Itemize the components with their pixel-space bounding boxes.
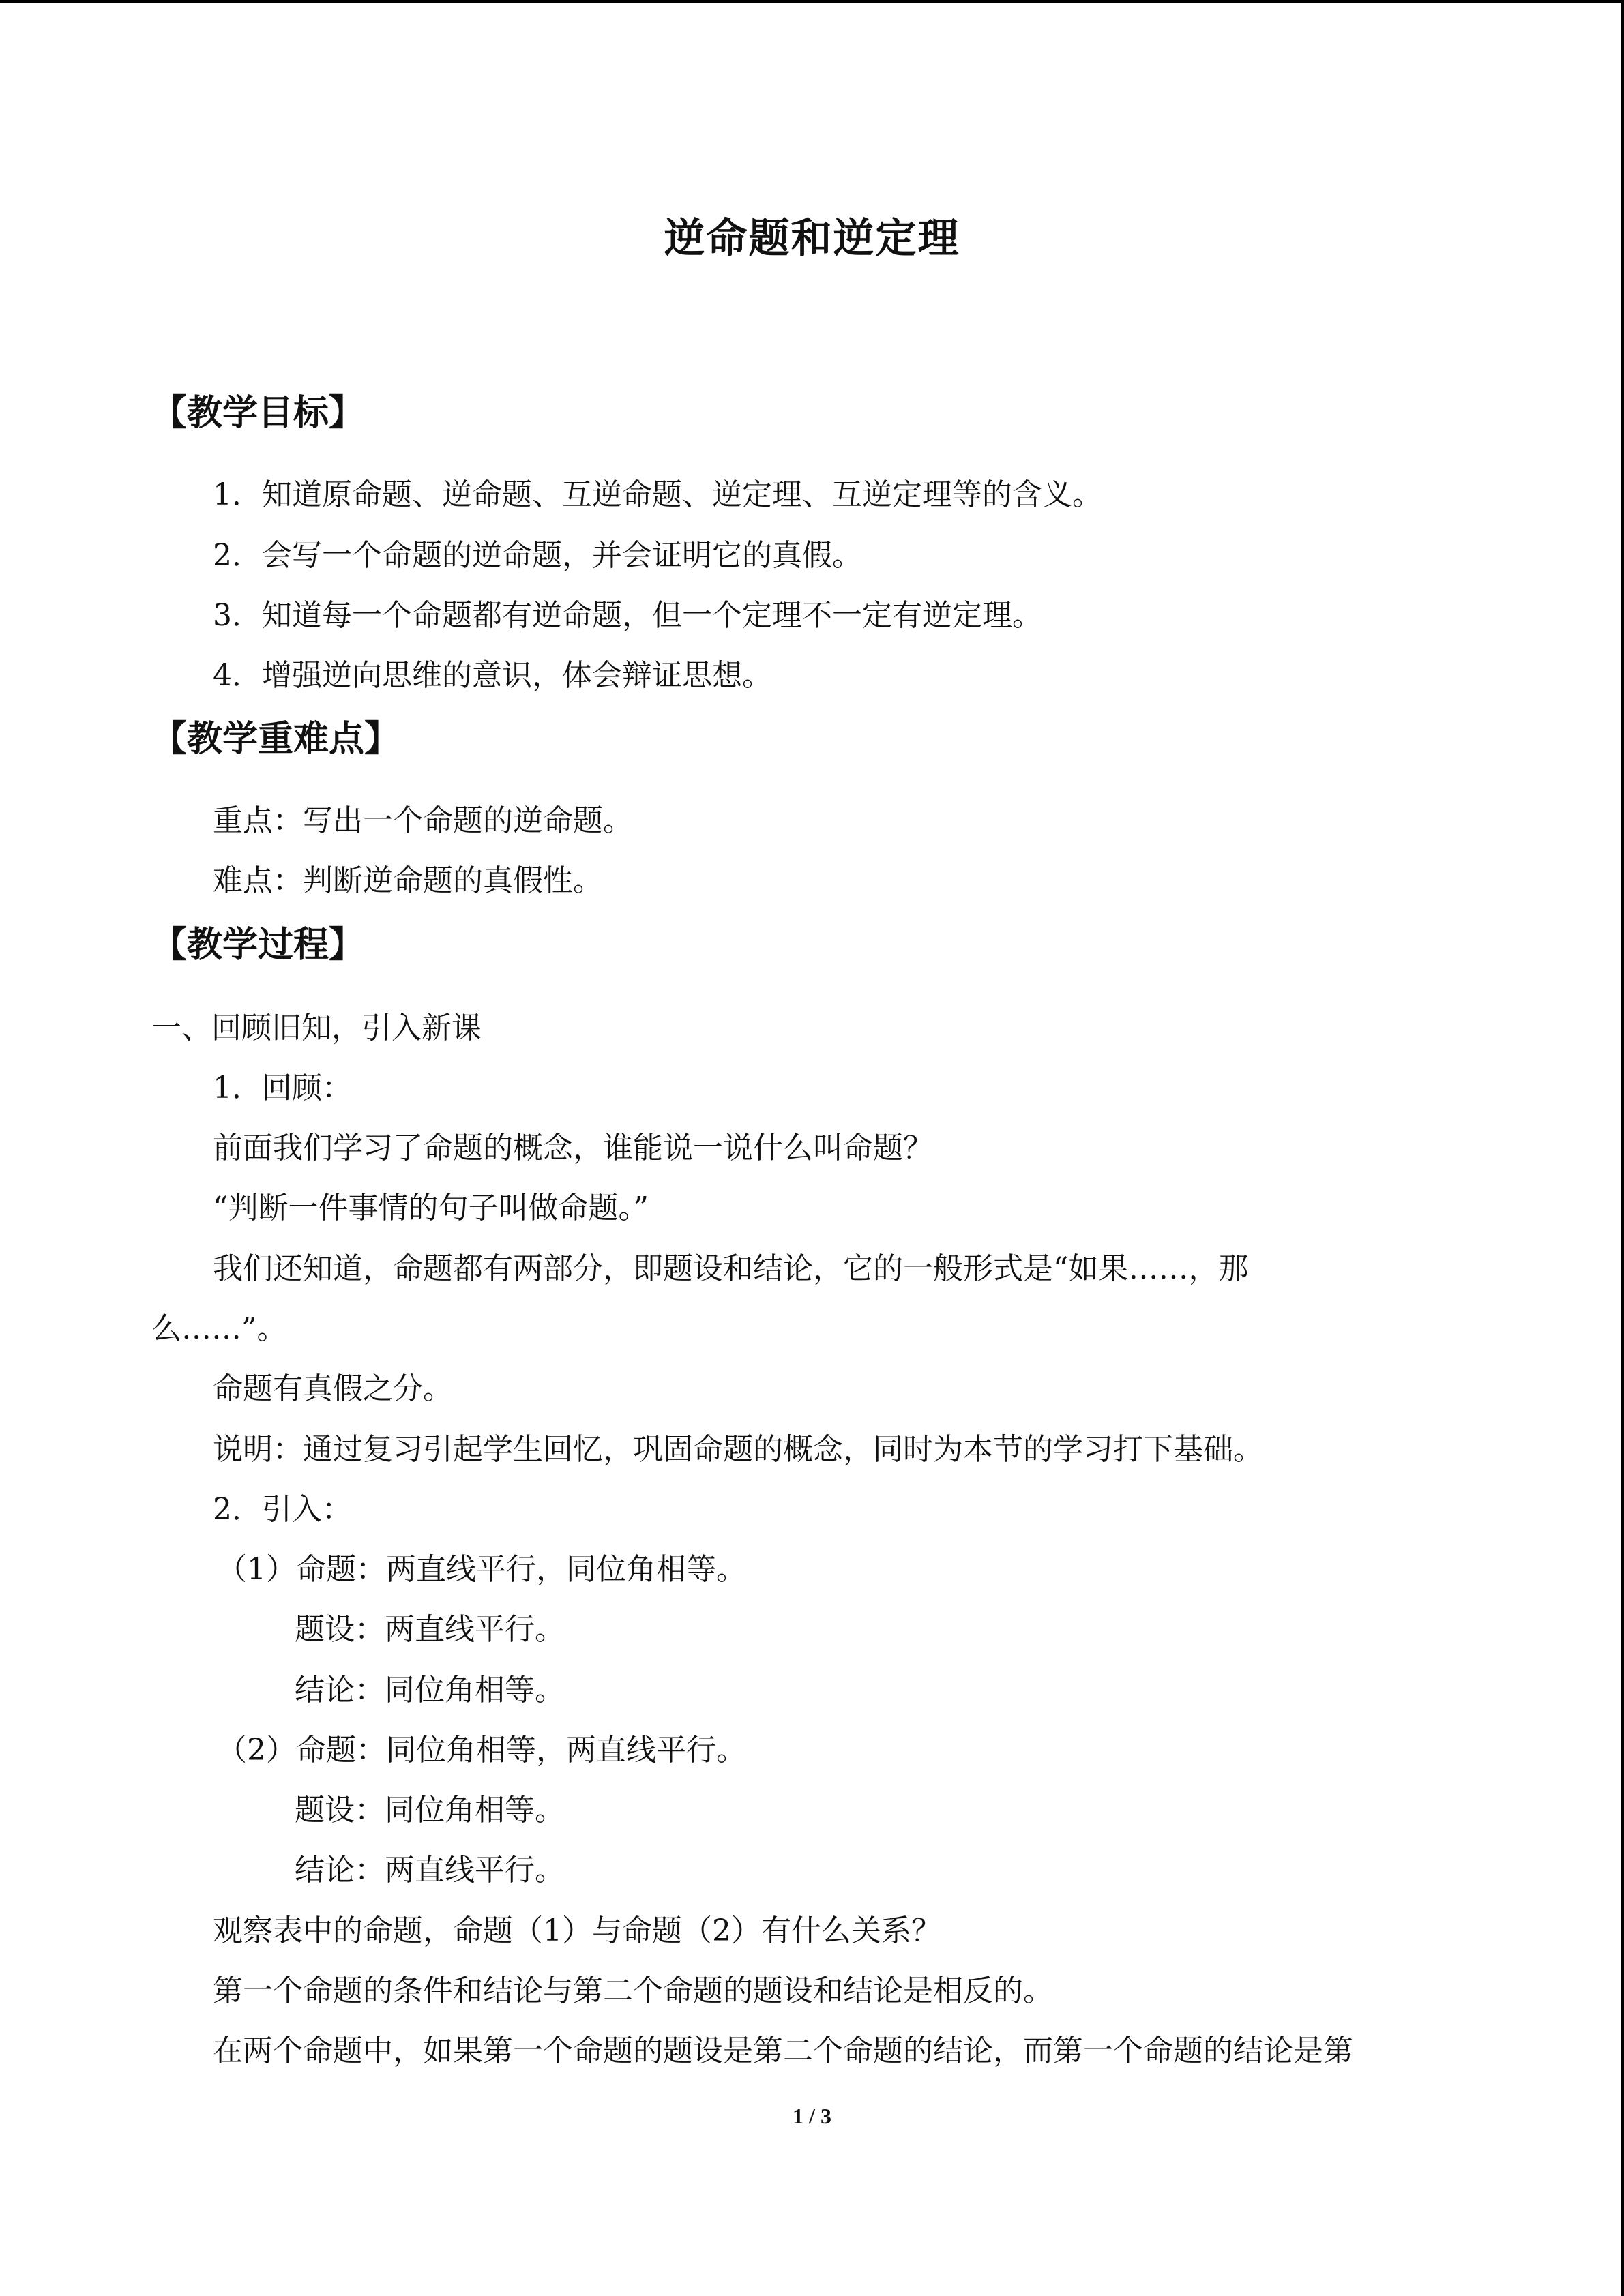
keypoint-focus: 重点：写出一个命题的逆命题。	[213, 803, 633, 838]
review-line: 前面我们学习了命题的概念，谁能说一说什么叫命题？	[213, 1131, 933, 1165]
heading-objectives: 【教学目标】	[151, 393, 365, 434]
objective-4: 4．增强逆向思维的意识，体会辩证思想。	[213, 658, 772, 693]
review-label: 1．回顾：	[213, 1071, 352, 1105]
document-title: 逆命题和逆定理	[664, 215, 960, 263]
intro-label: 2．引入：	[213, 1492, 352, 1527]
observe-line: 在两个命题中，如果第一个命题的题设是第二个命题的结论，而第一个命题的结论是第	[213, 2033, 1353, 2068]
review-line: 说明：通过复习引起学生回忆，巩固命题的概念，同时为本节的学习打下基础。	[213, 1432, 1263, 1467]
page-border-top	[0, 0, 1624, 3]
page-border-right	[1621, 0, 1624, 2296]
process-part1-title: 一、回顾旧知，引入新课	[151, 1011, 482, 1045]
proposition-2-hypothesis: 题设：同位角相等。	[295, 1793, 565, 1828]
heading-keypoints: 【教学重难点】	[151, 719, 400, 760]
review-line: 命题有真假之分。	[213, 1371, 453, 1406]
observe-line: 观察表中的命题，命题（1）与命题（2）有什么关系？	[213, 1913, 941, 1948]
objective-1: 1．知道原命题、逆命题、互逆命题、逆定理、互逆定理等的含义。	[213, 477, 1102, 512]
review-line-continued: 么……”。	[151, 1311, 287, 1346]
keypoint-difficulty: 难点：判断逆命题的真假性。	[213, 863, 603, 898]
proposition-2: （2）命题：同位角相等，两直线平行。	[217, 1733, 746, 1768]
objective-3: 3．知道每一个命题都有逆命题，但一个定理不一定有逆定理。	[213, 598, 1042, 633]
proposition-1-hypothesis: 题设：两直线平行。	[295, 1612, 565, 1647]
observe-line: 第一个命题的条件和结论与第二个命题的题设和结论是相反的。	[213, 1973, 1053, 2008]
review-line: 我们还知道，命题都有两部分，即题设和结论，它的一般形式是“如果……，那	[213, 1251, 1249, 1286]
review-line: “判断一件事情的句子叫做命题。”	[213, 1191, 649, 1225]
proposition-2-conclusion: 结论：两直线平行。	[295, 1853, 565, 1888]
heading-process: 【教学过程】	[151, 925, 365, 966]
objective-2: 2．会写一个命题的逆命题，并会证明它的真假。	[213, 538, 862, 573]
page-number: 1 / 3	[793, 2104, 831, 2128]
proposition-1-conclusion: 结论：同位角相等。	[295, 1673, 565, 1708]
proposition-1: （1）命题：两直线平行，同位角相等。	[217, 1552, 746, 1587]
